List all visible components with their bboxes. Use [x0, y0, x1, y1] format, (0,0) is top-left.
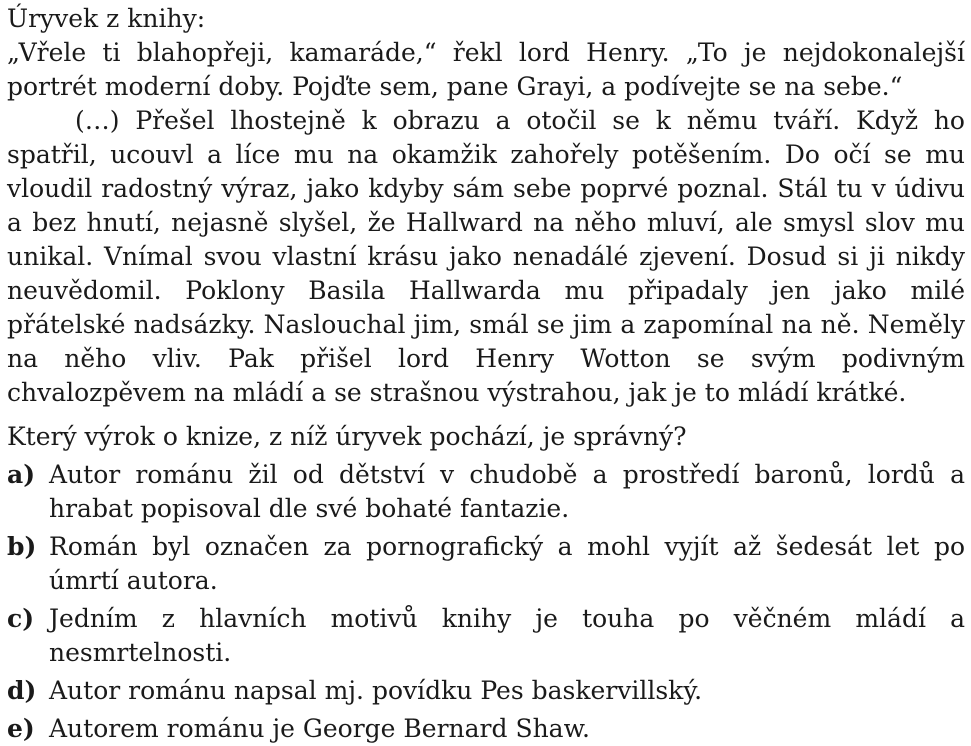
option-letter: b): [7, 532, 37, 561]
answer-options: [7, 458, 965, 746]
answer-option-d[interactable]: [7, 674, 965, 708]
option-text: Autor románu žil od dětství v chudobě a prostředí baronů, lordů a hrabat popisoval dle své bohaté fantazie.: [49, 460, 965, 523]
book-excerpt: [7, 36, 965, 410]
excerpt-paragraph-2: (…) Přešel lhostejně k obrazu a otočil se k němu tváří. Když ho spatřil, ucouvl a líce mu na okamžik zahořely potěšením. Do očí se mu vloudil radostný výraz, jako kdyby sám sebe poprvé poznal. Stál tu v údivu a bez hnutí, nejasně slyšel, že Hallward na něho mluví, ale smysl slov mu unikal. Vnímal svou vlastní krásu jako nenadálé zjevení. Dosud si ji nikdy neuvědomil. Poklony Basila Hallwarda mu připadaly jen jako milé přátelské nadsázky. Naslouchal jim, smál se jim a zapomínal na ně. Neměly na něho vliv. Pak přišel lord Henry Wotton se svým podivným chvalozpěvem na mládí a se strašnou výstrahou, jak je to mládí krátké.: [7, 106, 965, 407]
option-letter: e): [7, 714, 35, 743]
option-text: Jedním z hlavních motivů knihy je touha po věčném mládí a nesmrtelnosti.: [49, 604, 965, 667]
option-letter: a): [7, 460, 36, 489]
option-text: Autorem románu je George Bernard Shaw.: [49, 714, 590, 743]
answer-option-c[interactable]: [7, 602, 965, 670]
answer-option-b[interactable]: [7, 530, 965, 598]
option-letter: c): [7, 604, 35, 633]
question-text: Který výrok o knize, z níž úryvek pochází, je správný?: [7, 422, 687, 451]
exam-question-page: [7, 2, 965, 746]
option-letter: d): [7, 676, 37, 705]
excerpt-paragraph-1: „Vřele ti blahopřeji, kamaráde,“ řekl lord Henry. „To je nejdokonalejší portrét moderní doby. Pojďte sem, pane Grayi, a podívejte se na sebe.“: [7, 38, 965, 101]
option-text: Román byl označen za pornografický a mohl vyjít až šedesát let po úmrtí autora.: [49, 532, 965, 595]
answer-option-e[interactable]: [7, 712, 965, 746]
option-text: Autor románu napsal mj. povídku Pes baskervillský.: [49, 676, 703, 705]
answer-option-a[interactable]: [7, 458, 965, 526]
excerpt-heading: Úryvek z knihy:: [7, 4, 206, 33]
